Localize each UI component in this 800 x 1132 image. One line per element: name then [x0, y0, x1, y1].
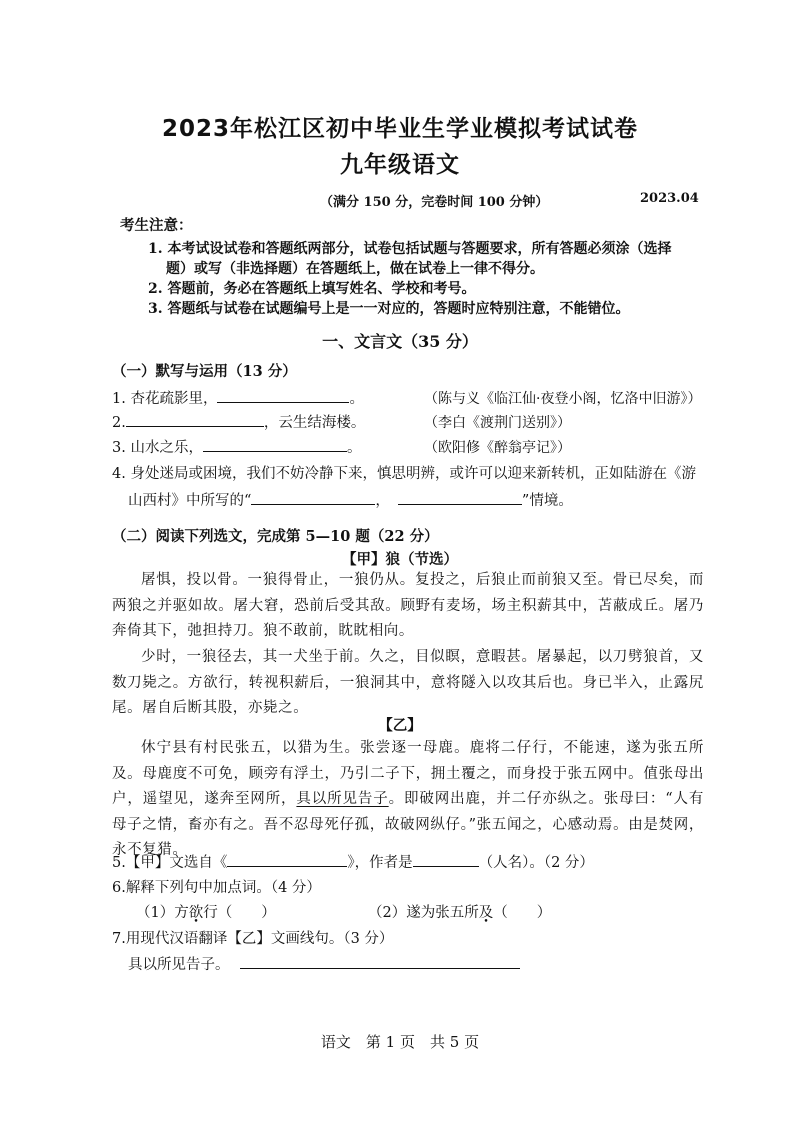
question-5: [112, 851, 594, 872]
passage-yi-title: 【乙】: [378, 717, 422, 734]
question-5-mid: 》，作者是: [347, 855, 413, 871]
answer-blank: [251, 490, 375, 505]
question-6-2-text: （2）遂为张五所: [368, 905, 479, 921]
dotted-word: 及: [478, 905, 494, 921]
question-4-comma: ，: [375, 493, 390, 509]
question-3-source: （欧阳修《醉翁亭记》）: [424, 440, 571, 456]
full-score-note: （满分 150 分，完卷时间 100 分钟）: [320, 195, 549, 210]
notice-heading: 考生注意：: [120, 217, 193, 234]
answer-blank: [398, 490, 522, 505]
question-1: [112, 387, 364, 408]
question-2: [112, 411, 365, 432]
answer-blank: [227, 852, 347, 867]
part-2-title: （二）阅读下列选文，完成第 5—10 题（22 分）: [112, 528, 439, 545]
passage-yi-text-cont: 。即破网出鹿，并二仔亦纵之。张母曰：“人有母子之情，畜亦有之。吾不忍母死仔孤，故破网纵仔。”张五闻之，心感动焉。由是焚网，永不复猎。: [112, 791, 705, 858]
answer-blank: [217, 388, 349, 403]
question-1-text: 1. 杏花疏影里，: [112, 391, 218, 407]
question-6-1: [136, 901, 276, 922]
question-3-end: 。: [346, 440, 362, 456]
question-5-text: 5.【甲】文选自《: [112, 855, 228, 871]
question-2-number: 2.: [112, 415, 126, 431]
question-6: 6.解释下列句中加点词。（4 分）: [112, 880, 321, 896]
passage-yi-text: 休宁县有村民张五，以猎为生。张尝逐一母鹿。鹿将二仔行，不能速，遂为张五所及。母鹿度不可免，顾旁有浮土，乃引二子下，拥土覆之，而身投于张五网中。值张母出户，遥望见，遂奔至网所，: [112, 740, 704, 807]
question-3-text: 3. 山水之乐，: [112, 440, 203, 456]
passage-jia-paragraph-1: 屠惧，投以骨。一狼得骨止，一狼仍从。复投之，后狼止而前狼又至。骨已尽矣，而两狼之并驱如故。屠大窘，恐前后受其敌。顾野有麦场，场主积薪其中，苫蔽成丘。屠乃奔倚其下，弛担持刀。狼不敢前，眈眈相向。: [112, 572, 704, 639]
exam-title: 2023年松江区初中毕业生学业模拟考试试卷: [161, 116, 638, 142]
notice-item-3: 3. 答题纸与试卷在试题编号上是一一对应的，答题时应特别注意，不能错位。: [148, 301, 630, 317]
exam-subtitle: 九年级语文: [340, 152, 460, 178]
section-title: 一、文言文（35 分）: [322, 332, 478, 351]
question-7-sentence-text: 具以所见告子。: [128, 957, 230, 973]
notice-item-1-cont: 题）或写（非选择题）在答题纸上，做在试卷上一律不得分。: [166, 261, 544, 277]
question-4: 4. 身处迷局或困境，我们不妨冷静下来，慎思明辨，或许可以迎来新转机，正如陆游在《游: [112, 466, 696, 482]
answer-blank: [240, 954, 520, 969]
dotted-word: 欲: [188, 905, 204, 921]
question-3: [112, 436, 361, 457]
question-6-2-end: （ ）: [493, 905, 552, 921]
passage-yi-paragraph: [112, 736, 704, 864]
part-1-title: （一）默写与运用（13 分）: [112, 363, 297, 380]
question-7: 7.用现代汉语翻译【乙】文画线句。（3 分）: [112, 931, 394, 947]
question-6-2: [368, 901, 551, 922]
question-1-source: （陈与义《临江仙·夜登小阁，忆洛中旧游》）: [424, 391, 702, 407]
underlined-sentence: 具以所见告子: [296, 791, 389, 807]
passage-jia-title: 【甲】狼（节选）: [342, 551, 458, 568]
question-2-text: ，云生结海楼。: [263, 415, 366, 431]
answer-blank: [126, 412, 264, 427]
question-7-sentence: [128, 953, 520, 974]
question-6-1-text: （1）方: [136, 905, 189, 921]
question-4-text: 山西村》中所写的“: [128, 493, 252, 509]
question-2-source: （李白《渡荆门送别》）: [424, 415, 571, 431]
question-1-end: 。: [349, 391, 364, 407]
notice-item-1: 1. 本考试设试卷和答题纸两部分，试卷包括试题与答题要求，所有答题必须涂（选择: [148, 241, 672, 257]
question-4-end: ”情境。: [521, 493, 573, 509]
notice-item-2: 2. 答题前，务必在答题纸上填写姓名、学校和考号。: [148, 281, 476, 297]
page-footer: 语文 第 1 页 共 5 页: [320, 1033, 480, 1051]
question-6-1-end: 行（ ）: [203, 905, 276, 921]
answer-blank: [203, 437, 347, 452]
exam-date: 2023.04: [640, 191, 699, 206]
question-5-end: （人名）。（2 分）: [478, 855, 594, 871]
answer-blank: [413, 852, 479, 867]
passage-jia-paragraph-2: 少时，一狼径去，其一犬坐于前。久之，目似瞑，意暇甚。屠暴起，以刀劈狼首，又数刀毙之。方欲行，转视积薪后，一狼洞其中，意将隧入以攻其后也。身已半入，止露尻尾。屠自后断其股，亦毙之。: [112, 649, 704, 716]
question-4-cont: [128, 489, 573, 510]
